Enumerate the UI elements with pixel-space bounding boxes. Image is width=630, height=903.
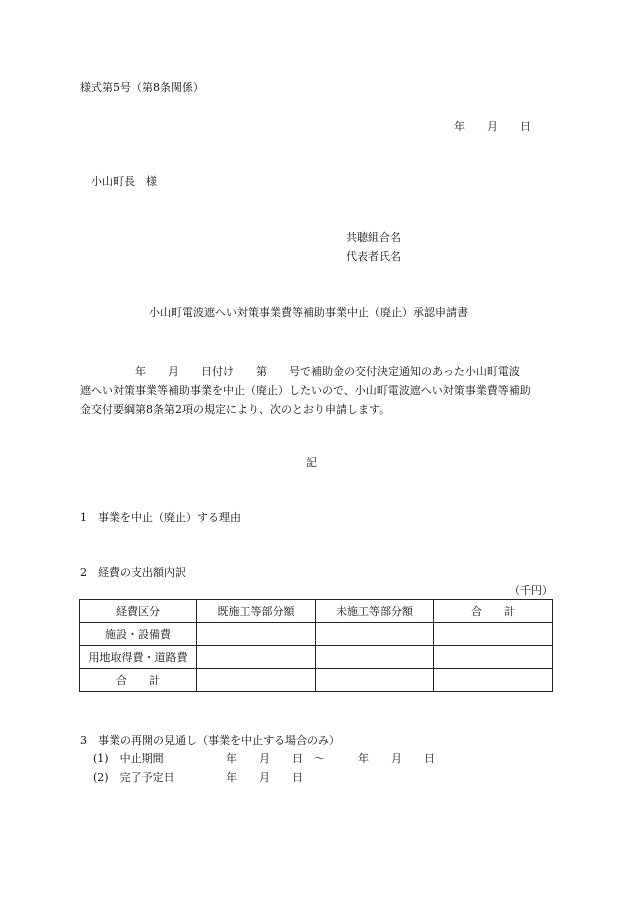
table-header-cell: 未施工等部分額	[316, 600, 434, 623]
table-row	[80, 669, 553, 692]
applicant-org-label: 共聴組合名	[346, 231, 401, 244]
table-cell: 施設・設備費	[80, 623, 197, 646]
body-line: 年 月 日付け 第 号で補助金の交付決定通知のあった小山町電波	[80, 365, 520, 378]
table-cell	[316, 646, 434, 669]
suspension-period-row	[93, 753, 435, 764]
table-cell	[434, 646, 553, 669]
suspension-period-value: 年 月 日 ～ 年 月 日	[226, 752, 435, 765]
completion-date-label: (2) 完了予定日	[93, 771, 175, 784]
form-number: 様式第5号（第8条関係）	[80, 81, 204, 94]
ki-heading: 記	[306, 456, 317, 469]
body-line: 遮へい対策事業等補助事業を中止（廃止）したいので、小山町電波遮へい対策事業費等補助	[80, 384, 531, 397]
table-row	[80, 646, 553, 669]
item2-heading: 2 経費の支出額内訳	[80, 566, 186, 579]
expense-table	[79, 599, 553, 692]
table-cell	[434, 669, 553, 692]
table-cell: 合 計	[80, 669, 197, 692]
table-header-cell: 経費区分	[80, 600, 197, 623]
table-cell	[197, 669, 316, 692]
suspension-period-label: (1) 中止期間	[93, 752, 164, 765]
table-cell	[316, 623, 434, 646]
table-cell	[434, 623, 553, 646]
applicant-rep-label: 代表者氏名	[346, 250, 401, 263]
body-line: 金交付要綱第8条第2項の規定により、次のとおり申請します。	[80, 403, 391, 416]
table-cell: 用地取得費・道路費	[80, 646, 197, 669]
document-title: 小山町電波遮へい対策事業費等補助事業中止（廃止）承認申請書	[149, 306, 468, 319]
table-header-cell: 既施工等部分額	[197, 600, 316, 623]
table-header-cell: 合 計	[434, 600, 553, 623]
table-cell	[197, 623, 316, 646]
item3-heading: 3 事業の再開の見通し（事業を中止する場合のみ）	[80, 734, 340, 747]
table-header-row	[80, 600, 553, 623]
completion-date-row	[93, 772, 303, 783]
body-paragraph	[80, 362, 555, 419]
date-line: 年 月 日	[454, 120, 531, 133]
item1-heading: 1 事業を中止（廃止）する理由	[80, 511, 241, 524]
table-cell	[197, 646, 316, 669]
table-cell	[316, 669, 434, 692]
addressee: 小山町長 様	[91, 175, 157, 188]
completion-date-value: 年 月 日	[226, 771, 303, 784]
table-row	[80, 623, 553, 646]
unit-label: （千円）	[509, 584, 553, 597]
